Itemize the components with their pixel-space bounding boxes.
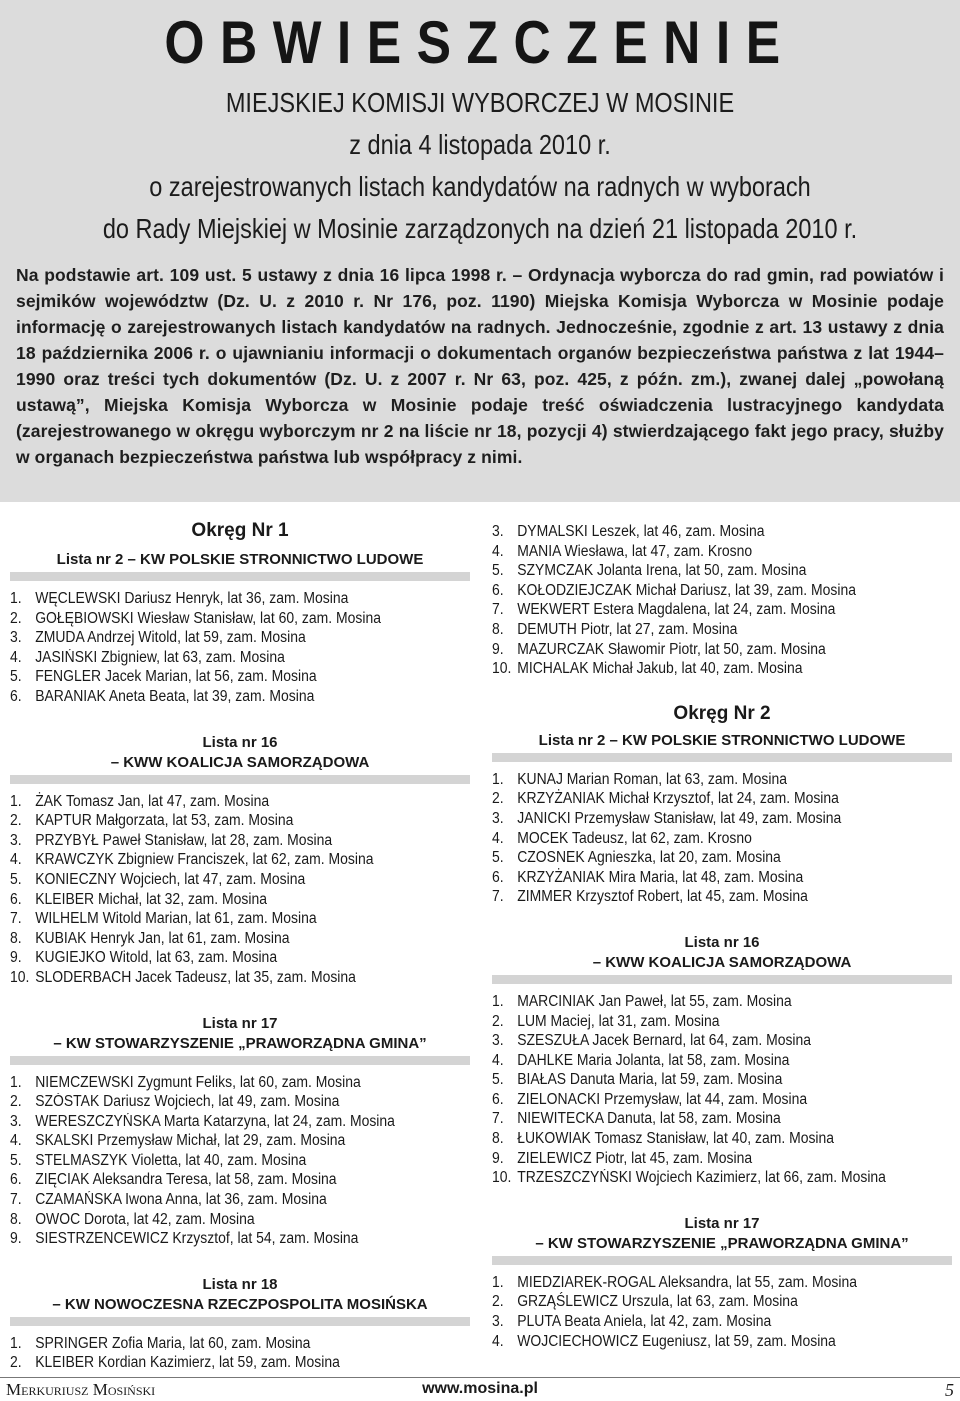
candidate-text: WEKWERT Estera Magdalena, lat 24, zam. Mosina (517, 601, 836, 619)
right-column (492, 522, 952, 1351)
list-17-heading-name: – KW STOWARZYSZENIE „PRAWORZĄDNA GMINA” (53, 1034, 427, 1052)
candidate-text: GRZĄŚLEWICZ Urszula, lat 63, zam. Mosina (517, 1293, 798, 1311)
item-number: 10. (10, 968, 30, 986)
list-item (10, 1151, 424, 1171)
candidate-text: KUGIEJKO Witold, lat 63, zam. Mosina (35, 949, 278, 967)
item-number: 7. (492, 888, 504, 906)
item-number: 6. (10, 687, 22, 705)
candidate-text: WOJCIECHOWICZ Eugeniusz, lat 59, zam. Mosina (517, 1332, 836, 1350)
candidate-text: SZYMCZAK Jolanta Irena, lat 50, zam. Mosina (517, 562, 807, 580)
item-number: 7. (492, 1110, 504, 1128)
item-number: 8. (10, 1210, 22, 1228)
list-item (10, 811, 424, 831)
item-number: 7. (10, 1191, 22, 1209)
candidate-text: BIAŁAS Danuta Maria, lat 59, zam. Mosina (517, 1071, 783, 1089)
candidate-text: ZIELONACKI Przemysław, lat 44, zam. Mosina (517, 1090, 808, 1108)
candidate-text: NIEWITECKA Danuta, lat 58, zam. Mosina (517, 1110, 781, 1128)
item-number: 6. (10, 890, 22, 908)
candidate-text: WERESZCZYŃSKA Marta Katarzyna, lat 24, zam. Mosina (35, 1112, 395, 1130)
list-item (492, 542, 906, 562)
list-item (10, 1210, 424, 1230)
list-item (492, 887, 906, 907)
item-number: 3. (492, 523, 504, 540)
item-number: 2. (10, 812, 22, 830)
list-17-heading-number: Lista nr 17 (684, 1214, 760, 1232)
list-16-heading-name: – KWW KOALICJA SAMORZĄDOWA (110, 753, 370, 771)
list-2-heading: Lista nr 2 – KW POLSKIE STRONNICTWO LUDOWE (538, 731, 906, 749)
item-number: 1. (10, 1334, 22, 1352)
list-item (492, 659, 906, 679)
candidate-text: MARCINIAK Jan Paweł, lat 55, zam. Mosina (517, 992, 792, 1010)
item-number: 10. (492, 660, 512, 678)
candidate-text: KOŁODZIEJCZAK Michał Dariusz, lat 39, zam. Mosina (517, 581, 856, 599)
list-item (492, 1273, 906, 1293)
candidate-list (492, 1273, 952, 1351)
divider (492, 975, 952, 984)
list-item (10, 1229, 424, 1249)
item-number: 2. (10, 1354, 22, 1372)
list-item (10, 648, 424, 668)
candidate-list (492, 770, 952, 907)
candidate-text: SKALSKI Przemysław Michał, lat 29, zam. Mosina (35, 1132, 346, 1150)
candidate-text: ZIĘCIAK Aleksandra Teresa, lat 58, zam. Mosina (35, 1171, 337, 1189)
page-title: OBWIESZCZENIE (164, 9, 796, 76)
item-number: 2. (492, 1012, 504, 1030)
candidate-text: CZOSNEK Agnieszka, lat 20, zam. Mosina (517, 849, 781, 867)
list-item (492, 1051, 906, 1071)
item-number: 4. (492, 1332, 504, 1350)
list-item (10, 667, 424, 687)
divider (10, 1317, 470, 1326)
candidate-list (10, 792, 470, 988)
divider (10, 572, 470, 581)
list-item (492, 1149, 906, 1169)
item-number: 5. (492, 849, 504, 867)
divider (10, 775, 470, 784)
list-item (10, 909, 424, 929)
list-18-heading-name: – KW NOWOCZESNA RZECZPOSPOLITA MOSIŃSKA (52, 1295, 428, 1313)
item-number: 6. (10, 1171, 22, 1189)
divider (492, 753, 952, 762)
candidate-text: MAZURCZAK Sławomir Piotr, lat 50, zam. Mosina (517, 640, 826, 658)
candidate-text: ŻAK Tomasz Jan, lat 47, zam. Mosina (35, 792, 270, 810)
candidate-list (10, 589, 470, 707)
item-number: 2. (10, 609, 22, 627)
list-item (492, 770, 906, 790)
candidate-text: STELMASZYK Violetta, lat 40, zam. Mosina (35, 1151, 307, 1169)
list-item (492, 1090, 906, 1110)
candidate-text: PRZYBYŁ Paweł Stanisław, lat 28, zam. Mosina (35, 831, 333, 849)
candidate-text: KRAWCZYK Zbigniew Franciszek, lat 62, zam. Mosina (35, 851, 374, 869)
candidate-text: MOCEK Tadeusz, lat 62, zam. Krosno (517, 829, 752, 847)
page-number: 5 (945, 1380, 954, 1400)
list-item (10, 831, 424, 851)
candidate-text: PLUTA Beata Aniela, lat 42, zam. Mosina (517, 1313, 772, 1331)
item-number: 1. (492, 770, 504, 788)
candidate-list (10, 1334, 470, 1373)
candidate-text: SIESTRZENCEWICZ Krzysztof, lat 54, zam. Mosina (35, 1230, 359, 1248)
list-item (492, 1031, 906, 1051)
candidate-text: DYMALSKI Leszek, lat 46, zam. Mosina (517, 523, 765, 540)
list-item (10, 948, 424, 968)
intro-paragraph: Na podstawie art. 109 ust. 5 ustawy z dnia 16 lipca 1998 r. – Ordynacja wyborcza do rad gmin, rad powiatów i sejmików województw (Dz. U. z 2010 r. Nr 176, poz. 1190) Miejska Komisja Wyborcza w Mosinie podaje informację o zarejestrowanych listach kandydatów na radnych. Jednocześnie, zgodnie z art. 13 ustawy z dnia 18 października 2006 r. o ujawnianiu informacji o dokumentach organów bezpieczeństwa państwa z lat 1944–1990 oraz treści tych dokumentów (Dz. U. z 2007 r. Nr 63, poz. 425, z późn. zm.), zwanej dalej „powołaną ustawą”, Miejska Komisja Wyborcza w Mosinie podaje treść oświadczenia lustracyjnego kandydata (zarejestrowanego w okręgu wyborczym nr 2 na liście nr 18, pozycji 4) stwierdzającego fakt jego pracy, służby w organach bezpieczeństwa państwa lub współpracy z nimi. (16, 265, 944, 467)
list-item (492, 1332, 906, 1352)
list-item (492, 1312, 906, 1332)
list-item (492, 809, 906, 829)
candidate-text: CZAMAŃSKA Iwona Anna, lat 36, zam. Mosina (35, 1191, 327, 1209)
item-number: 1. (492, 1273, 504, 1291)
list-item (492, 848, 906, 868)
item-number: 9. (10, 949, 22, 967)
item-number: 1. (10, 792, 22, 810)
page-footer (0, 1377, 960, 1400)
candidate-text: SPRINGER Zofia Maria, lat 60, zam. Mosina (35, 1334, 311, 1352)
divider (10, 1056, 470, 1065)
item-number: 4. (492, 542, 504, 560)
list-item (10, 1092, 424, 1112)
candidate-text: DAHLKE Maria Jolanta, lat 58, zam. Mosina (517, 1051, 790, 1069)
list-16-heading-number: Lista nr 16 (684, 933, 760, 951)
list-item (10, 609, 424, 629)
candidate-text: LUM Maciej, lat 31, zam. Mosina (517, 1012, 720, 1030)
candidate-text: KRZYŻANIAK Michał Krzysztof, lat 24, zam. Mosina (517, 790, 839, 808)
candidate-text: TRZESZCZYŃSKI Wojciech Kazimierz, lat 66, zam. Mosina (517, 1169, 886, 1187)
item-number: 9. (10, 1230, 22, 1248)
list-17-heading-name: – KW STOWARZYSZENIE „PRAWORZĄDNA GMINA” (535, 1234, 909, 1252)
candidate-text: MIEDZIAREK-ROGAL Aleksandra, lat 55, zam. Mosina (517, 1273, 858, 1291)
list-item (492, 1070, 906, 1090)
item-number: 4. (492, 1051, 504, 1069)
item-number: 3. (10, 831, 22, 849)
candidate-text: ŁUKOWIAK Tomasz Stanisław, lat 40, zam. Mosina (517, 1130, 835, 1148)
candidate-text: SZESZUŁA Jacek Bernard, lat 64, zam. Mosina (517, 1032, 812, 1050)
list-item (10, 1353, 424, 1373)
item-number: 1. (10, 1073, 22, 1091)
list-item (10, 929, 424, 949)
candidate-text: SLODERBACH Jacek Tadeusz, lat 35, zam. Mosina (35, 968, 356, 986)
list-item (492, 522, 906, 542)
list-item (492, 620, 906, 640)
list-item (492, 868, 906, 888)
item-number: 1. (10, 590, 22, 607)
item-number: 7. (10, 910, 22, 928)
item-number: 4. (10, 648, 22, 666)
item-number: 5. (10, 1151, 22, 1169)
candidate-text: DEMUTH Piotr, lat 27, zam. Mosina (517, 620, 738, 638)
list-item (10, 589, 424, 609)
candidate-text: ZMUDA Andrzej Witold, lat 59, zam. Mosina (35, 629, 306, 647)
candidate-text: ZIELEWICZ Piotr, lat 45, zam. Mosina (517, 1149, 753, 1167)
list-item (492, 640, 906, 660)
list-item (492, 829, 906, 849)
list-item (492, 561, 906, 581)
publication-name: Merkuriusz Mosiński (6, 1380, 156, 1399)
item-number: 3. (492, 1313, 504, 1331)
candidate-text: KUBIAK Henryk Jan, lat 61, zam. Mosina (35, 929, 290, 947)
list-item (492, 789, 906, 809)
list-item (492, 1168, 906, 1188)
candidate-text: FENGLER Jacek Marian, lat 56, zam. Mosina (35, 668, 317, 686)
item-number: 2. (492, 1293, 504, 1311)
list-item (10, 1190, 424, 1210)
list-item (492, 1012, 906, 1032)
candidate-text: KONIECZNY Wojciech, lat 47, zam. Mosina (35, 870, 306, 888)
list-item (10, 687, 424, 707)
list-item (492, 600, 906, 620)
list-item (10, 968, 424, 988)
list-item (492, 581, 906, 601)
item-number: 9. (492, 640, 504, 658)
item-number: 3. (492, 809, 504, 827)
item-number: 3. (492, 1032, 504, 1050)
left-column (10, 518, 470, 1373)
candidate-text: OWOC Dorota, lat 42, zam. Mosina (35, 1210, 255, 1228)
committee-line: MIEJSKIEJ KOMISJI WYBORCZEJ W MOSINIE (225, 87, 735, 118)
item-number: 4. (10, 851, 22, 869)
item-number: 4. (10, 1132, 22, 1150)
item-number: 3. (10, 629, 22, 647)
item-number: 8. (492, 620, 504, 638)
item-number: 3. (10, 1112, 22, 1130)
item-number: 4. (492, 829, 504, 847)
item-number: 6. (492, 1090, 504, 1108)
list-item (492, 1292, 906, 1312)
okreg-2-heading: Okręg Nr 2 (673, 702, 771, 724)
list-18-heading-number: Lista nr 18 (202, 1275, 278, 1293)
list-item (10, 870, 424, 890)
candidate-text: ZIMMER Krzysztof Robert, lat 45, zam. Mosina (517, 888, 808, 906)
list-17-heading-number: Lista nr 17 (202, 1014, 278, 1032)
date-line: z dnia 4 listopada 2010 r. (349, 129, 611, 160)
subject-line-1: o zarejestrowanych listach kandydatów na radnych w wyborach (149, 171, 811, 202)
subject-line-2: do Rady Miejskiej w Mosinie zarządzonych na dzień 21 listopada 2010 r. (102, 213, 858, 244)
list-item (10, 1131, 424, 1151)
item-number: 1. (492, 992, 504, 1010)
item-number: 6. (492, 581, 504, 599)
list-item (492, 1109, 906, 1129)
item-number: 10. (492, 1169, 512, 1187)
candidate-text: BARANIAK Aneta Beata, lat 39, zam. Mosina (35, 687, 315, 705)
item-number: 5. (10, 668, 22, 686)
candidate-text: KLEIBER Kordian Kazimierz, lat 59, zam. Mosina (35, 1354, 340, 1372)
candidate-text: KRZYŻANIAK Mira Maria, lat 48, zam. Mosina (517, 868, 804, 886)
list-item (10, 628, 424, 648)
candidate-text: WĘCLEWSKI Dariusz Henryk, lat 36, zam. Mosina (35, 590, 349, 607)
item-number: 2. (492, 790, 504, 808)
item-number: 8. (492, 1130, 504, 1148)
candidate-list (492, 992, 952, 1188)
candidate-list (10, 1073, 470, 1249)
item-number: 5. (10, 870, 22, 888)
list-item (492, 1129, 906, 1149)
item-number: 2. (10, 1093, 22, 1111)
candidate-text: KAPTUR Małgorzata, lat 53, zam. Mosina (35, 812, 294, 830)
divider (492, 1256, 952, 1265)
list-item (10, 1334, 424, 1354)
candidate-text: SZÓSTAK Dariusz Wojciech, lat 49, zam. Mosina (35, 1093, 340, 1111)
list-16-heading-name: – KWW KOALICJA SAMORZĄDOWA (592, 953, 852, 971)
item-number: 7. (492, 601, 504, 619)
list-item (10, 850, 424, 870)
candidate-text: MICHALAK Michał Jakub, lat 40, zam. Mosina (517, 660, 803, 678)
item-number: 6. (492, 868, 504, 886)
candidate-list (492, 522, 952, 679)
list-16-heading-number: Lista nr 16 (202, 733, 278, 751)
candidate-text: NIEMCZEWSKI Zygmunt Feliks, lat 60, zam. Mosina (35, 1073, 361, 1091)
list-2-heading: Lista nr 2 – KW POLSKIE STRONNICTWO LUDOWE (56, 551, 424, 568)
item-number: 9. (492, 1149, 504, 1167)
list-item (10, 1073, 424, 1093)
okreg-1-heading: Okręg Nr 1 (191, 520, 289, 541)
list-item (10, 1170, 424, 1190)
list-item (10, 792, 424, 812)
candidate-text: JANICKI Przemysław Stanisław, lat 49, zam. Mosina (517, 809, 842, 827)
website-link[interactable]: www.mosina.pl (422, 1380, 538, 1397)
candidate-text: KLEIBER Michał, lat 32, zam. Mosina (35, 890, 268, 908)
candidate-text: WILHELM Witold Marian, lat 61, zam. Mosina (35, 910, 317, 928)
list-item (10, 1112, 424, 1132)
item-number: 5. (492, 1071, 504, 1089)
candidate-text: JASIŃSKI Zbigniew, lat 63, zam. Mosina (35, 648, 285, 666)
candidate-text: MANIA Wiesława, lat 47, zam. Krosno (517, 542, 753, 560)
candidate-text: GOŁĘBIOWSKI Wiesław Stanisław, lat 60, zam. Mosina (35, 609, 381, 627)
item-number: 5. (492, 562, 504, 580)
list-item (10, 890, 424, 910)
list-item (492, 992, 906, 1012)
item-number: 8. (10, 929, 22, 947)
candidate-text: KUNAJ Marian Roman, lat 63, zam. Mosina (517, 770, 788, 788)
